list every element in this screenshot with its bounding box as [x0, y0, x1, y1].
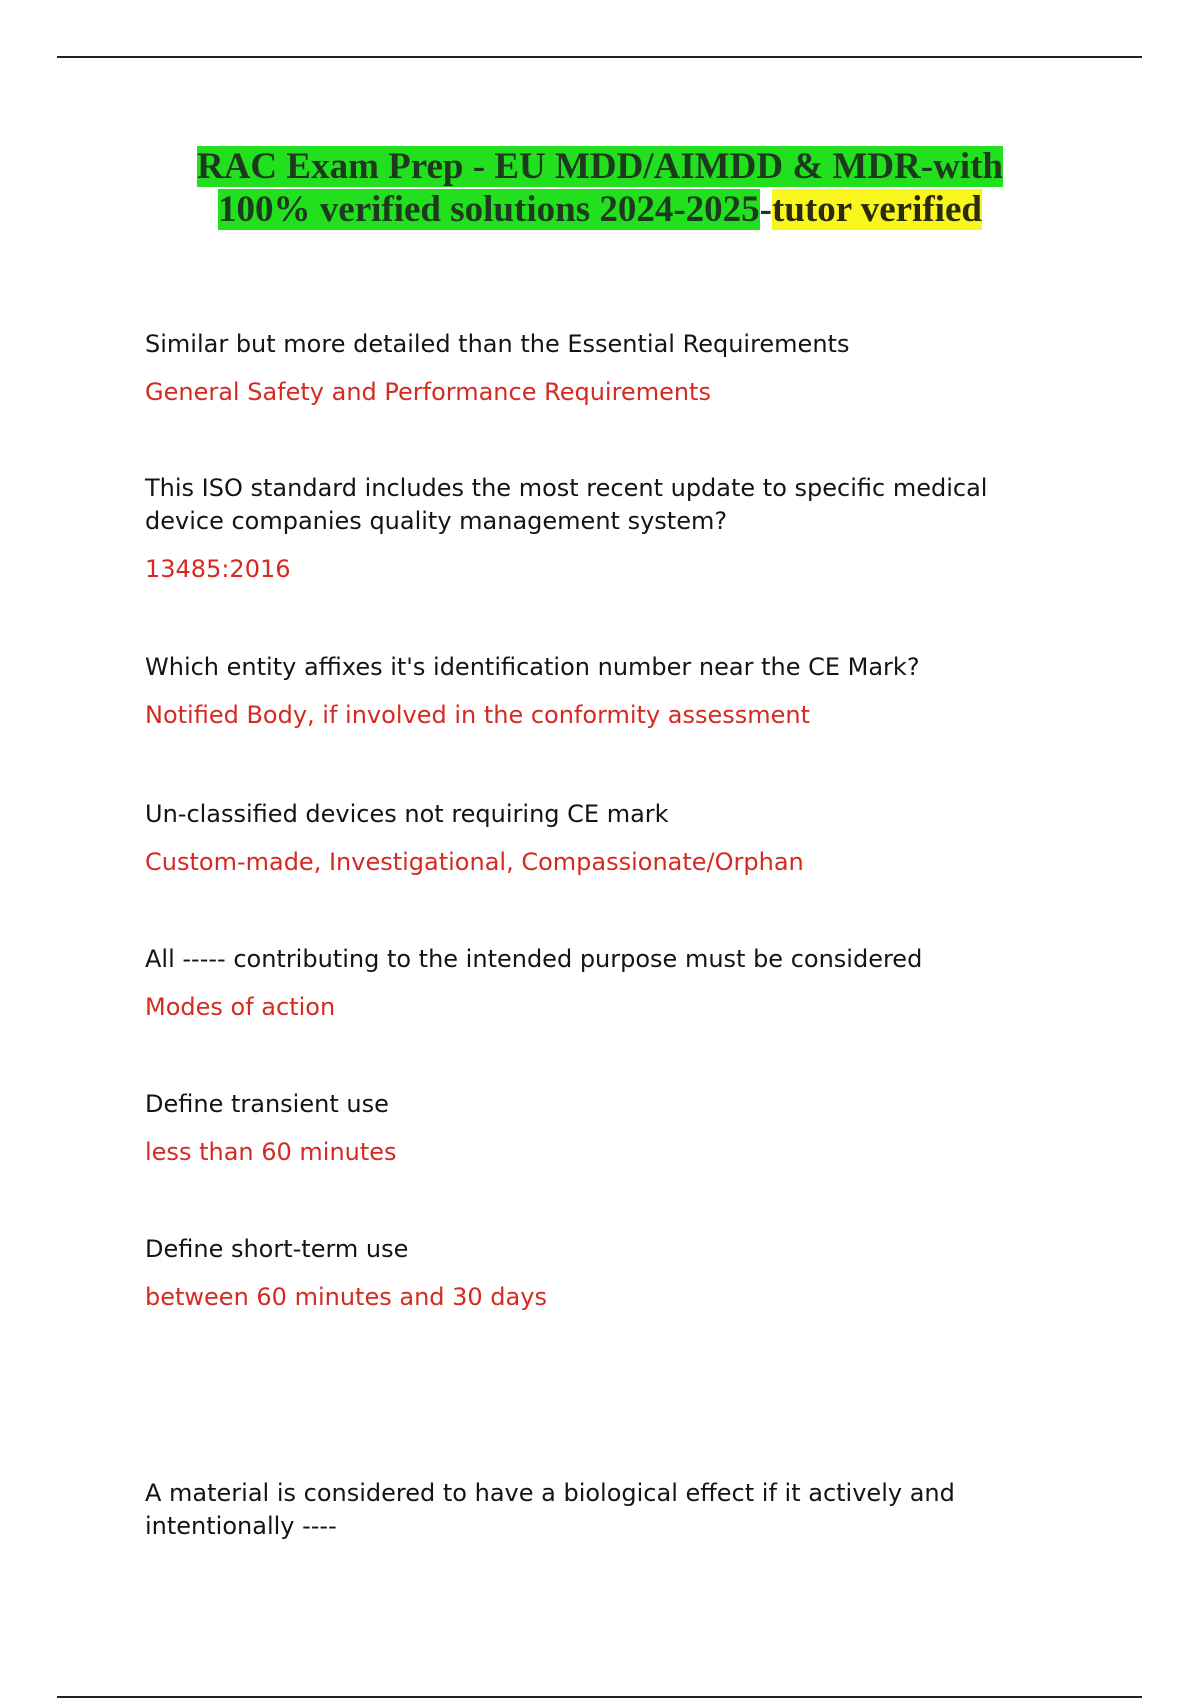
question-text: This ISO standard includes the most recent update to specific medical device companies quality management system? — [145, 474, 988, 535]
question-text: Un-classified devices not requiring CE mark — [145, 800, 669, 828]
qa-item — [145, 328, 1045, 409]
question-text: Define short-term use — [145, 1235, 409, 1263]
qa-item — [145, 472, 1045, 586]
answer-text: Notified Body, if involved in the conformity assessment — [145, 701, 811, 729]
answer-text: Custom-made, Investigational, Compassionate/Orphan — [145, 848, 804, 876]
qa-item — [145, 943, 1045, 1024]
question-text: Define transient use — [145, 1090, 389, 1118]
bottom-divider — [57, 1696, 1142, 1698]
question-text: Similar but more detailed than the Essential Requirements — [145, 330, 850, 358]
qa-item — [145, 1233, 1045, 1314]
qa-item — [145, 1477, 1045, 1543]
title-line-2-highlighted: 100% verified solutions 2024-2025 — [218, 189, 760, 230]
answer-text: less than 60 minutes — [145, 1138, 397, 1166]
qa-item — [145, 798, 1045, 879]
question-text: All ----- contributing to the intended purpose must be considered — [145, 945, 923, 973]
qa-item — [145, 651, 1045, 732]
answer-text: Modes of action — [145, 993, 336, 1021]
title-tutor-verified: tutor verified — [772, 189, 982, 230]
qa-item — [145, 1088, 1045, 1169]
answer-text: 13485:2016 — [145, 555, 291, 583]
question-text: A material is considered to have a biological effect if it actively and intentionally ---- — [145, 1479, 955, 1540]
title-dash: - — [759, 189, 772, 230]
document-title — [0, 145, 1200, 231]
title-line-1: RAC Exam Prep - EU MDD/AIMDD & MDR-with — [196, 146, 1003, 187]
top-divider — [57, 56, 1142, 58]
answer-text: General Safety and Performance Requirements — [145, 378, 711, 406]
question-text: Which entity affixes it's identification number near the CE Mark? — [145, 653, 920, 681]
answer-text: between 60 minutes and 30 days — [145, 1283, 547, 1311]
